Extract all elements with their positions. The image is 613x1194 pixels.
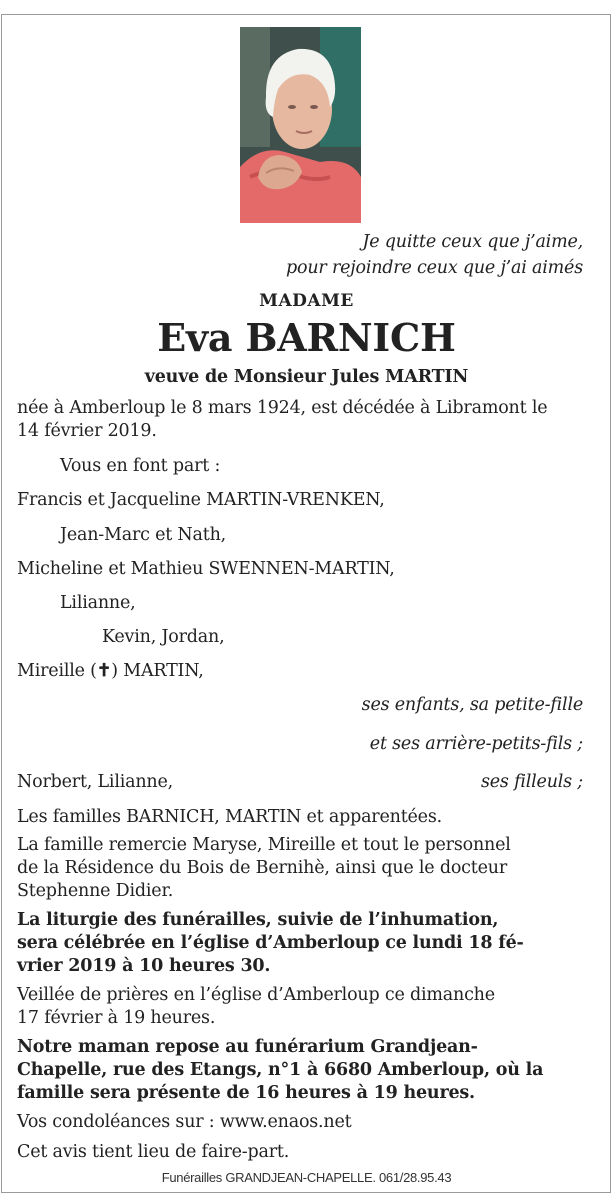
family-line-5: Kevin, Jordan, xyxy=(102,627,225,647)
quote-line-2: pour rejoindre ceux que j’ai aimés xyxy=(286,258,583,278)
family-line-4: Lilianne, xyxy=(60,593,136,613)
announcement: Vous en font part : xyxy=(60,456,221,476)
funeral-line-1: La liturgie des funérailles, suivie de l’inhumation, xyxy=(17,910,499,930)
quote-line-1: Je quitte ceux que j’aime, xyxy=(362,232,583,252)
funeral-home-footer: Funérailles GRANDJEAN-CHAPELLE. 061/28.95.43 xyxy=(161,1170,452,1185)
funeral-line-2: sera célébrée en l’église d’Amberloup ce lundi 18 fé- xyxy=(17,933,524,953)
godchildren-names: Norbert, Lilianne, xyxy=(17,772,174,792)
cross-icon: ✝ xyxy=(96,661,112,681)
widow-line: veuve de Monsieur Jules MARTIN xyxy=(144,367,469,387)
birth-line-2: 14 février 2019. xyxy=(17,421,157,441)
family-line-6 xyxy=(17,660,204,682)
thanks-line-3: Stephenne Didier. xyxy=(17,881,174,901)
vigil-line-1: Veillée de prières en l’église d’Amberloup ce dimanche xyxy=(17,985,495,1005)
notice-line: Cet avis tient lieu de faire-part. xyxy=(17,1142,290,1162)
thanks-line-2: de la Résidence du Bois de Bernihè, ainsi que le docteur xyxy=(17,858,507,878)
funeral-line-3: vrier 2019 à 10 heures 30. xyxy=(17,956,271,976)
family-line-3: Micheline et Mathieu SWENNEN-MARTIN, xyxy=(17,559,395,579)
birth-line-1: née à Amberloup le 8 mars 1924, est décédée à Libramont le xyxy=(17,398,548,418)
family-line-6-start: Mireille ( xyxy=(17,661,97,681)
family-line-6-end: ) MARTIN, xyxy=(111,661,204,681)
extended-families: Les familles BARNICH, MARTIN et apparentées. xyxy=(17,807,442,827)
relation-children: ses enfants, sa petite-fille xyxy=(361,695,583,715)
rest-line-3: famille sera présente de 16 heures à 19 heures. xyxy=(17,1083,475,1103)
family-line-1: Francis et Jacqueline MARTIN-VRENKEN, xyxy=(17,490,385,510)
portrait-photo xyxy=(240,27,361,223)
honorific-title: MADAME xyxy=(259,291,354,311)
relation-grandchildren: et ses arrière-petits-fils ; xyxy=(369,734,583,754)
vigil-line-2: 17 février à 19 heures. xyxy=(17,1008,216,1028)
relation-godchildren: ses filleuls ; xyxy=(480,772,583,792)
rest-line-1: Notre maman repose au funérarium Grandjean- xyxy=(17,1037,478,1057)
rest-line-2: Chapelle, rue des Etangs, n°1 à 6680 Amberloup, où la xyxy=(17,1060,544,1080)
family-line-2: Jean-Marc et Nath, xyxy=(60,525,227,545)
thanks-line-1: La famille remercie Maryse, Mireille et tout le personnel xyxy=(17,835,511,855)
condolences-line: Vos condoléances sur : www.enaos.net xyxy=(17,1112,352,1132)
deceased-name: Eva BARNICH xyxy=(157,315,456,360)
